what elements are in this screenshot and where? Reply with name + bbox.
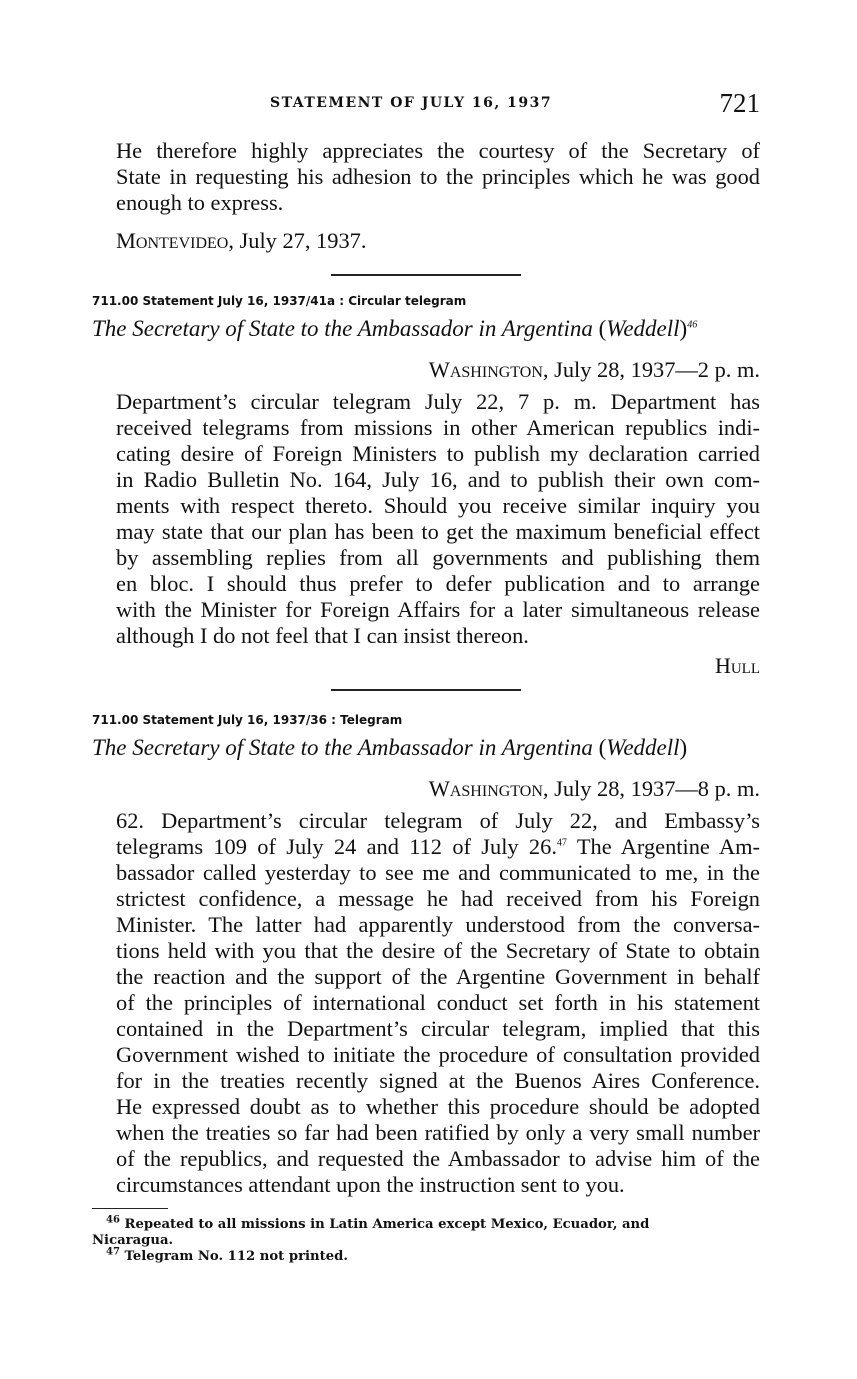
footnote-text: Telegram No. 112 not printed. bbox=[124, 1249, 348, 1264]
body-line: circumstances attendant upon the instruction sent to you. bbox=[116, 1172, 625, 1197]
body-line: of the principles of international conduct set forth in his statement bbox=[116, 990, 760, 1015]
dateline-place: Washington, bbox=[428, 357, 549, 382]
footnote bbox=[92, 1214, 760, 1233]
dateline-datetime: July 28, 1937—8 p. m. bbox=[554, 776, 760, 801]
body-line: cating desire of Foreign Ministers to publish my declaration carried bbox=[116, 441, 760, 466]
page-number: 721 bbox=[719, 88, 760, 118]
footnote-reference: 47 bbox=[556, 837, 567, 849]
body-text: The Argentine Am- bbox=[566, 834, 760, 859]
body-line: en bloc. I should thus prefer to defer publication and to arrange bbox=[116, 571, 760, 596]
doc1-body bbox=[92, 389, 760, 649]
body-text: telegrams 109 of July 24 and 112 of July 26. bbox=[116, 834, 557, 859]
body-line: received telegrams from missions in other American republics indi- bbox=[116, 415, 760, 440]
file-reference: 711.00 Statement July 16, 1937/36 : Telegram bbox=[92, 713, 403, 727]
body-line: contained in the Department’s circular telegram, implied that this bbox=[116, 1016, 760, 1041]
opening-line: State in requesting his adhesion to the principles which he was good bbox=[116, 164, 760, 189]
opening-paragraph bbox=[92, 138, 760, 216]
dateline-place: Montevideo, bbox=[116, 228, 234, 253]
body-line: the reaction and the support of the Argentine Government in behalf bbox=[116, 964, 760, 989]
heading-paren-open: ( bbox=[598, 316, 607, 341]
heading-paren-close: ) bbox=[679, 735, 688, 760]
running-header bbox=[92, 88, 760, 118]
body-line: Department’s circular telegram July 22, 7 p. m. Department has bbox=[116, 389, 760, 414]
running-title: STATEMENT OF JULY 16, 1937 bbox=[270, 95, 553, 111]
footnote-reference: 46 bbox=[687, 319, 698, 331]
footnote-mark: 46 bbox=[106, 1214, 120, 1226]
body-line: Minister. The latter had apparently understood from the conversa- bbox=[116, 912, 760, 937]
heading-text: The Secretary of State to the Ambassador in Argentina bbox=[92, 316, 593, 341]
footnotes bbox=[92, 1214, 760, 1265]
body-line: Government wished to initiate the procedure of consultation provided bbox=[116, 1042, 760, 1067]
body-line: by assembling replies from all governments and publishing them bbox=[116, 545, 760, 570]
body-line: 62. Department’s circular telegram of July 22, and Embassy’s bbox=[116, 808, 760, 833]
footnote-continuation: Nicaragua. bbox=[92, 1233, 174, 1248]
heading-paren-close: ) bbox=[679, 316, 688, 341]
doc2-body bbox=[92, 808, 760, 1198]
body-line: ments with respect thereto. Should you receive similar inquiry you bbox=[116, 493, 760, 518]
body-line: may state that our plan has been to get the maximum beneficial effect bbox=[116, 519, 760, 544]
heading-text: The Secretary of State to the Ambassador in Argentina bbox=[92, 735, 593, 760]
heading-paren-open: ( bbox=[598, 735, 607, 760]
dateline-place: Washington, bbox=[428, 776, 549, 801]
file-reference: 711.00 Statement July 16, 1937/41a : Circular telegram bbox=[92, 294, 467, 308]
body-line: strictest confidence, a message he had received from his Foreign bbox=[116, 886, 760, 911]
opening-line: He therefore highly appreciates the courtesy of the Secretary of bbox=[116, 138, 760, 163]
body-line: tions held with you that the desire of the Secretary of State to obtain bbox=[116, 938, 760, 963]
footnote bbox=[92, 1246, 760, 1265]
body-line: with the Minister for Foreign Affairs for a later simultaneous release bbox=[116, 597, 760, 622]
body-line bbox=[92, 834, 760, 860]
document-page bbox=[92, 88, 760, 1265]
footnote-mark: 47 bbox=[106, 1246, 120, 1258]
body-line: bassador called yesterday to see me and communicated to me, in the bbox=[116, 860, 760, 885]
document-heading bbox=[92, 315, 760, 343]
dateline-datetime: July 28, 1937—2 p. m. bbox=[554, 357, 760, 382]
body-line: when the treaties so far had been ratified by only a very small number bbox=[116, 1120, 760, 1145]
heading-name: Weddell bbox=[606, 735, 680, 760]
body-line: for in the treaties recently signed at the Buenos Aires Conference. bbox=[116, 1068, 760, 1093]
doc1-dateline bbox=[92, 357, 760, 383]
opening-dateline bbox=[92, 228, 760, 254]
body-line: although I do not feel that I can insist thereon. bbox=[116, 623, 529, 648]
dateline-date: July 27, 1937. bbox=[239, 228, 367, 253]
document-heading bbox=[92, 734, 760, 762]
doc2-dateline bbox=[92, 776, 760, 802]
body-line: He expressed doubt as to whether this procedure should be adopted bbox=[116, 1094, 760, 1119]
heading-name: Weddell bbox=[606, 316, 680, 341]
opening-line: enough to express. bbox=[116, 190, 284, 215]
signature: Hull bbox=[714, 653, 760, 678]
footnote-text: Repeated to all missions in Latin America except Mexico, Ecuador, and bbox=[124, 1217, 650, 1232]
body-line: in Radio Bulletin No. 164, July 16, and to publish their own com- bbox=[116, 467, 760, 492]
body-line: of the republics, and requested the Ambassador to advise him of the bbox=[116, 1146, 760, 1171]
